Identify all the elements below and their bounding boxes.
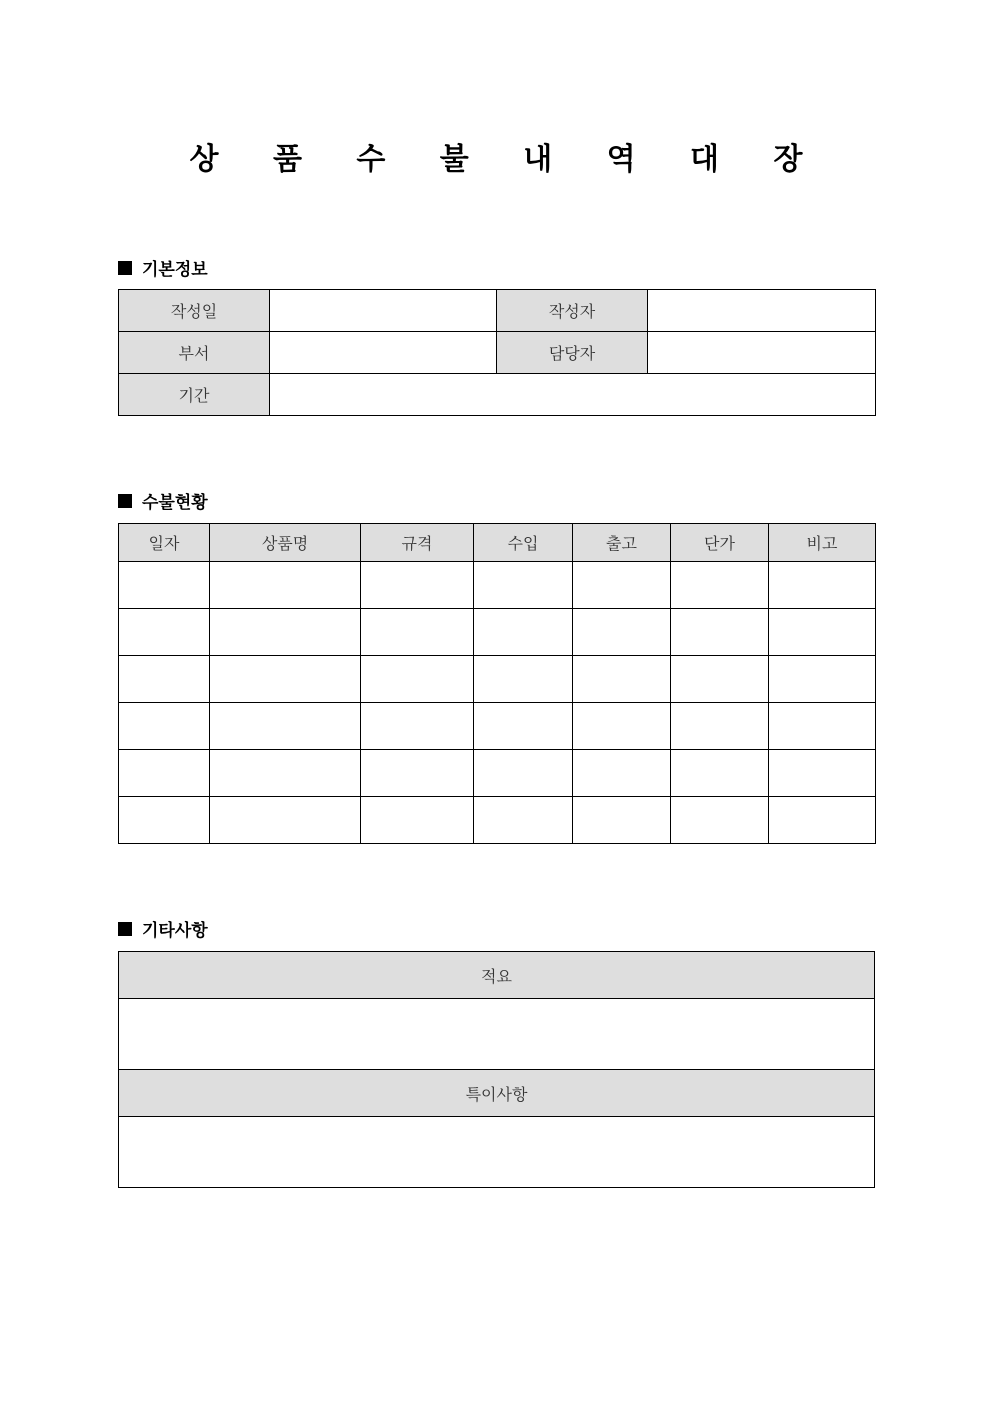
cell-unit-price[interactable]: [671, 797, 769, 844]
cell-note[interactable]: [769, 797, 876, 844]
cell-date[interactable]: [119, 797, 210, 844]
cell-unit-price[interactable]: [671, 656, 769, 703]
cell-received[interactable]: [474, 703, 573, 750]
basic-info-table: [118, 289, 876, 416]
cell-product[interactable]: [210, 797, 361, 844]
cell-date[interactable]: [119, 562, 210, 609]
table-row: [119, 562, 876, 609]
section-heading-basic-info: [118, 255, 208, 280]
cell-spec[interactable]: [361, 703, 474, 750]
cell-spec[interactable]: [361, 656, 474, 703]
table-row: [119, 750, 876, 797]
table-row: [119, 609, 876, 656]
cell-spec[interactable]: [361, 750, 474, 797]
date-label: 작성일: [119, 290, 270, 332]
cell-note[interactable]: [769, 656, 876, 703]
cell-note[interactable]: [769, 562, 876, 609]
cell-received[interactable]: [474, 609, 573, 656]
cell-unit-price[interactable]: [671, 703, 769, 750]
author-field[interactable]: [648, 290, 876, 332]
section-title: 기본정보: [142, 260, 208, 280]
period-field[interactable]: [270, 374, 876, 416]
cell-date[interactable]: [119, 750, 210, 797]
cell-shipped[interactable]: [573, 609, 671, 656]
department-label: 부서: [119, 332, 270, 374]
special-notes-label: 특이사항: [119, 1070, 875, 1117]
department-field[interactable]: [270, 332, 497, 374]
cell-product[interactable]: [210, 656, 361, 703]
cell-product[interactable]: [210, 750, 361, 797]
cell-spec[interactable]: [361, 562, 474, 609]
column-header-shipped: 출고: [573, 524, 671, 562]
page-title: 상 품 수 불 내 역 대 장: [189, 142, 825, 177]
column-header-product: 상품명: [210, 524, 361, 562]
cell-product[interactable]: [210, 703, 361, 750]
square-bullet-icon: [118, 261, 132, 275]
cell-spec[interactable]: [361, 609, 474, 656]
cell-note[interactable]: [769, 609, 876, 656]
cell-received[interactable]: [474, 797, 573, 844]
cell-shipped[interactable]: [573, 562, 671, 609]
remarks-table: [118, 951, 875, 1188]
author-label: 작성자: [497, 290, 648, 332]
cell-received[interactable]: [474, 656, 573, 703]
cell-note[interactable]: [769, 750, 876, 797]
square-bullet-icon: [118, 494, 132, 508]
cell-product[interactable]: [210, 609, 361, 656]
column-header-spec: 규격: [361, 524, 474, 562]
table-row: [119, 703, 876, 750]
cell-date[interactable]: [119, 703, 210, 750]
cell-spec[interactable]: [361, 797, 474, 844]
cell-received[interactable]: [474, 750, 573, 797]
cell-unit-price[interactable]: [671, 750, 769, 797]
summary-field[interactable]: [119, 999, 875, 1070]
special-notes-field[interactable]: [119, 1117, 875, 1188]
cell-note[interactable]: [769, 703, 876, 750]
cell-shipped[interactable]: [573, 703, 671, 750]
cell-date[interactable]: [119, 609, 210, 656]
cell-shipped[interactable]: [573, 797, 671, 844]
summary-label: 적요: [119, 952, 875, 999]
manager-field[interactable]: [648, 332, 876, 374]
column-header-note: 비고: [769, 524, 876, 562]
column-header-received: 수입: [474, 524, 573, 562]
cell-unit-price[interactable]: [671, 609, 769, 656]
date-field[interactable]: [270, 290, 497, 332]
manager-label: 담당자: [497, 332, 648, 374]
period-label: 기간: [119, 374, 270, 416]
column-header-date: 일자: [119, 524, 210, 562]
cell-shipped[interactable]: [573, 656, 671, 703]
cell-product[interactable]: [210, 562, 361, 609]
cell-unit-price[interactable]: [671, 562, 769, 609]
section-heading-ledger: [118, 488, 208, 513]
section-title: 기타사항: [142, 921, 208, 941]
cell-shipped[interactable]: [573, 750, 671, 797]
section-title: 수불현황: [142, 493, 208, 513]
table-row: [119, 656, 876, 703]
ledger-table: [118, 523, 876, 844]
table-row: [119, 797, 876, 844]
cell-date[interactable]: [119, 656, 210, 703]
column-header-unit-price: 단가: [671, 524, 769, 562]
cell-received[interactable]: [474, 562, 573, 609]
section-heading-other: [118, 916, 208, 941]
square-bullet-icon: [118, 922, 132, 936]
